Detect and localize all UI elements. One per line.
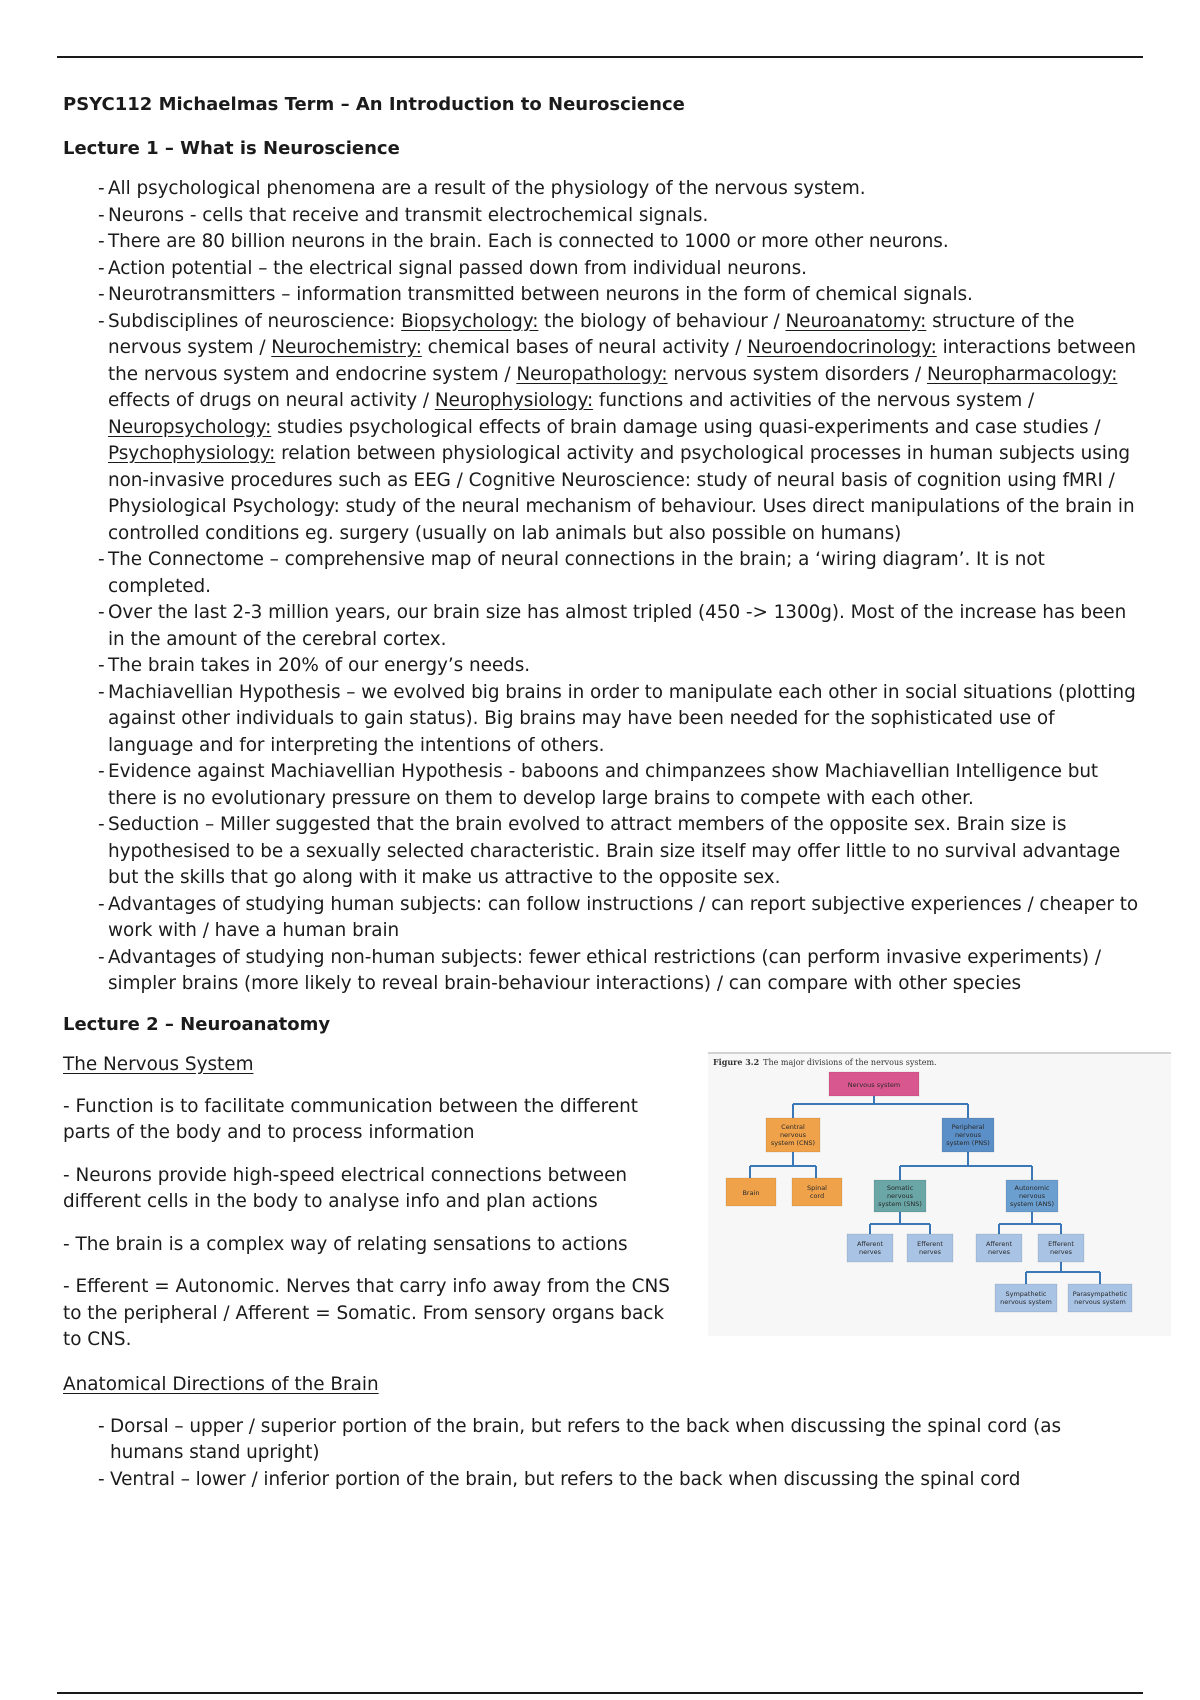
node-label: cord bbox=[809, 1191, 825, 1200]
connector-cns bbox=[750, 1152, 816, 1178]
list-item: - Ventral – lower / inferior portion of the brain, but refers to the back when discussing the spinal cord bbox=[98, 1467, 1140, 1494]
def-biopsychology: the biology of behaviour / bbox=[538, 310, 786, 332]
def-neuropsychology: studies psychological effects of brain damage using quasi-experiments and case studies / bbox=[271, 416, 1101, 438]
subdisciplines-item bbox=[98, 309, 1140, 548]
node-label: Autonomic bbox=[1014, 1183, 1050, 1192]
anatomical-directions-heading: Anatomical Directions of the Brain bbox=[63, 1373, 379, 1395]
node-label: nervous system bbox=[1074, 1297, 1126, 1306]
node-label: nervous bbox=[886, 1191, 914, 1200]
list-item: - The Connectome – comprehensive map of neural connections in the brain; a ‘wiring diagram’. It is not completed. bbox=[98, 547, 1140, 600]
def-neuropathology: nervous system disorders / bbox=[667, 363, 927, 385]
def-neuropharmacology: effects of drugs on neural activity / bbox=[108, 390, 435, 411]
top-rule bbox=[57, 56, 1143, 58]
node-label: Central bbox=[781, 1122, 805, 1131]
connector-autonomic-branches bbox=[1026, 1262, 1100, 1284]
lecture1-bullet-list bbox=[98, 176, 1140, 998]
node-label: Parasympathetic bbox=[1072, 1289, 1128, 1298]
list-item: - Neurotransmitters – information transmitted between neurons in the form of chemical signals. bbox=[98, 282, 1140, 309]
list-item: - Dorsal – upper / superior portion of the brain, but refers to the back when discussing the spinal cord (as humans stand upright) bbox=[98, 1414, 1140, 1467]
nervous-system-figure bbox=[708, 1052, 1171, 1336]
def-neurophysiology: functions and activities of the nervous system / bbox=[593, 390, 1035, 411]
list-item: - Seduction – Miller suggested that the brain evolved to attract members of the opposite sex. Brain size is hypothesised to be a sexually selected characteristic. Brain size itself may offer little to no survival advantage but the skills that go along with it make us attractive to the opposite sex. bbox=[98, 812, 1140, 892]
list-item: - All psychological phenomena are a result of the physiology of the nervous system. bbox=[98, 176, 1140, 203]
connector-somatic bbox=[870, 1212, 930, 1234]
term-neurochemistry: Neurochemistry: bbox=[271, 337, 422, 358]
list-item: - Advantages of studying human subjects: can follow instructions / can report subjective experiences / cheaper to work with / have a human brain bbox=[98, 892, 1140, 945]
node-label: system (ANS) bbox=[1009, 1199, 1055, 1208]
node-label: Efferent bbox=[917, 1239, 943, 1248]
nervous-system-diagram bbox=[708, 1052, 1171, 1336]
def-neuroanatomy: structure of the nervous system / bbox=[108, 310, 1075, 358]
node-label: nerves bbox=[1049, 1247, 1073, 1256]
node-label: nerves bbox=[987, 1247, 1011, 1256]
list-item: - There are 80 billion neurons in the brain. Each is connected to 1000 or more other neurons. bbox=[98, 229, 1140, 256]
term-biopsychology: Biopsychology: bbox=[401, 310, 539, 332]
connector-top bbox=[793, 1096, 968, 1118]
lecture1-heading: Lecture 1 – What is Neuroscience bbox=[63, 138, 400, 159]
figure-label: Figure 3.2 bbox=[713, 1056, 760, 1067]
node-label: Spinal bbox=[807, 1183, 827, 1192]
connector-autonomic bbox=[999, 1212, 1061, 1234]
node-label: nerves bbox=[918, 1247, 942, 1256]
def-neuroendocrinology: interactions between the nervous system and endocrine system / bbox=[108, 337, 1137, 385]
node-label: Efferent bbox=[1048, 1239, 1074, 1248]
term-neuroanatomy: Neuroanatomy: bbox=[785, 310, 927, 332]
document-title: PSYC112 Michaelmas Term – An Introduction to Neuroscience bbox=[63, 94, 685, 115]
bottom-rule bbox=[57, 1692, 1143, 1694]
node-label: Nervous system bbox=[847, 1080, 901, 1089]
paragraph: - Efferent = Autonomic. Nerves that carry info away from the CNS to the peripheral / Afferent = Somatic. From sensory organs back to CNS. bbox=[63, 1276, 670, 1350]
node-label: Afferent bbox=[856, 1239, 884, 1248]
term-neurophysiology: Neurophysiology: bbox=[434, 390, 594, 411]
paragraph: - Neurons provide high-speed electrical connections between different cells in the body to analyse info and plan actions bbox=[63, 1164, 628, 1212]
node-label: system (PNS) bbox=[946, 1138, 990, 1147]
list-item: - Action potential – the electrical signal passed down from individual neurons. bbox=[98, 256, 1140, 283]
list-item: - Evidence against Machiavellian Hypothesis - baboons and chimpanzees show Machiavellian Intelligence but there is no evolutionary pressure on them to develop large brains to compete with each other. bbox=[98, 759, 1140, 812]
node-label: Peripheral bbox=[951, 1122, 985, 1131]
node-label: nerves bbox=[858, 1247, 882, 1256]
document-page bbox=[63, 92, 1143, 1493]
nervous-system-heading: The Nervous System bbox=[63, 1053, 254, 1075]
paragraph: - The brain is a complex way of relating sensations to actions bbox=[63, 1233, 628, 1255]
node-label: Somatic bbox=[886, 1183, 914, 1192]
term-neuropathology: Neuropathology: bbox=[516, 363, 668, 385]
paragraph: - Function is to facilitate communication between the different parts of the body and to process information bbox=[63, 1095, 639, 1143]
figure-caption-text: The major divisions of the nervous system. bbox=[763, 1057, 937, 1067]
nervous-system-section bbox=[63, 1052, 1143, 1368]
node-label: Brain bbox=[742, 1188, 760, 1197]
anatomical-bullet-list bbox=[98, 1414, 1140, 1494]
anatomical-directions-section bbox=[63, 1372, 1143, 1494]
list-item: - Over the last 2-3 million years, our brain size has almost tripled (450 -> 1300g). Most of the increase has been in the amount of the cerebral cortex. bbox=[98, 600, 1140, 653]
node-label: system (SNS) bbox=[878, 1199, 922, 1208]
node-label: system (CNS) bbox=[770, 1138, 816, 1147]
subdisciplines-intro: Subdisciplines of neuroscience: bbox=[108, 310, 402, 332]
lecture2-heading: Lecture 2 – Neuroanatomy bbox=[63, 1013, 331, 1035]
list-item: - Advantages of studying non-human subjects: fewer ethical restrictions (can perform invasive experiments) / simpler brains (more likely to reveal brain-behaviour interactions) / can compare with other species bbox=[98, 945, 1140, 998]
def-neurochemistry: chemical bases of neural activity / bbox=[421, 337, 748, 358]
list-item: - Neurons - cells that receive and transmit electrochemical signals. bbox=[98, 203, 1140, 230]
connector-pns bbox=[900, 1152, 1032, 1180]
node-label: Afferent bbox=[985, 1239, 1013, 1248]
nervous-system-text bbox=[63, 1052, 683, 1370]
def-psychophysiology: relation between physiological activity and psychological processes in human subjects using non-invasive procedures such as EEG / Cognitive Neuroscience: study of neural basis of cognition using fMRI / Physiological Psychology: study of the neural mechanism of behaviour. Uses direct manipulations of the brain in controlled conditions eg. surgery (usually on lab animals but also possible on humans) bbox=[108, 443, 1135, 544]
list-item: - The brain takes in 20% of our energy’s needs. bbox=[98, 653, 1140, 680]
node-label: nervous bbox=[1018, 1191, 1046, 1200]
node-label: nervous bbox=[779, 1130, 807, 1139]
node-label: nervous bbox=[954, 1130, 982, 1139]
term-psychophysiology: Psychophysiology: bbox=[108, 443, 276, 464]
term-neuropsychology: Neuropsychology: bbox=[108, 416, 272, 438]
list-item: - Machiavellian Hypothesis – we evolved big brains in order to manipulate each other in social situations (plotting against other individuals to gain status). Big brains may have been needed for the sophisticated use of language and for interpreting the intentions of others. bbox=[98, 680, 1140, 760]
node-label: nervous system bbox=[1000, 1297, 1052, 1306]
term-neuroendocrinology: Neuroendocrinology: bbox=[747, 337, 937, 358]
term-neuropharmacology: Neuropharmacology: bbox=[926, 363, 1118, 385]
node-label: Sympathetic bbox=[1005, 1289, 1047, 1298]
